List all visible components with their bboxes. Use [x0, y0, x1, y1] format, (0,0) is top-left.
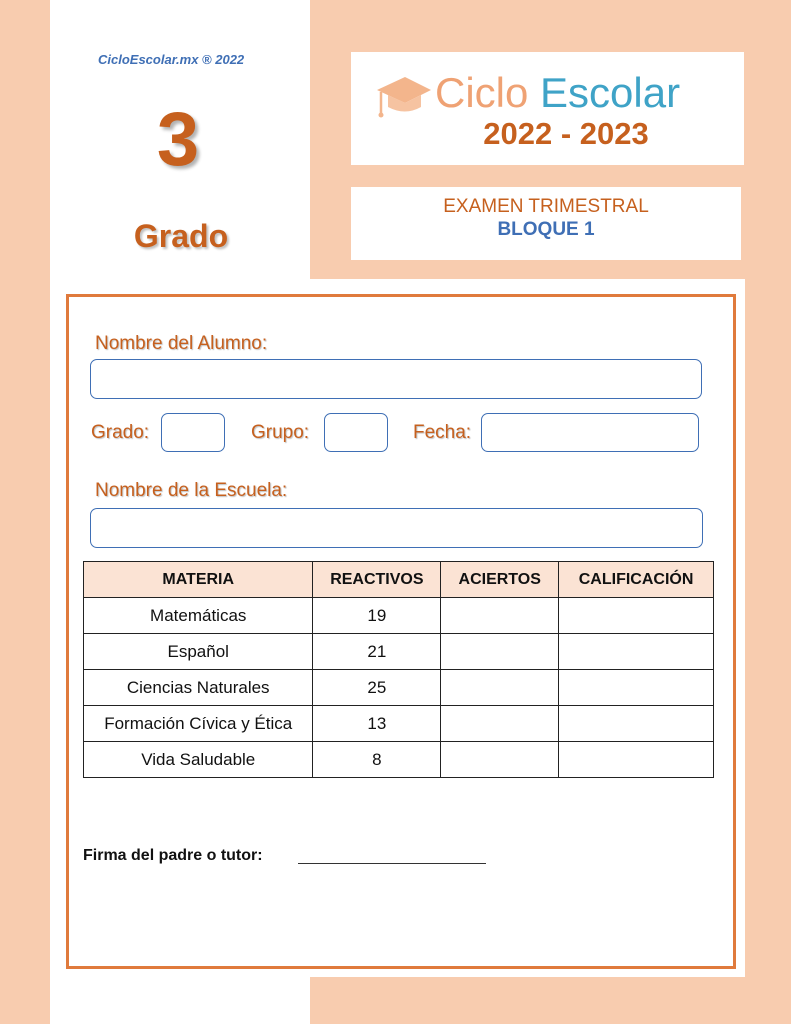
score-cell[interactable] [559, 598, 714, 634]
subject-cell: Español [84, 634, 313, 670]
student-name-field[interactable] [90, 359, 702, 399]
score-cell[interactable] [559, 706, 714, 742]
score-cell[interactable] [559, 742, 714, 778]
subject-cell: Matemáticas [84, 598, 313, 634]
logo-word-ciclo: Ciclo [435, 69, 529, 116]
student-name-label: Nombre del Alumno: [95, 333, 268, 354]
graduation-cap-icon [375, 74, 433, 120]
school-year: 2022 - 2023 [483, 116, 649, 151]
header-reactivos: REACTIVOS [313, 562, 441, 598]
items-cell: 25 [313, 670, 441, 706]
group-label: Grupo: [251, 422, 310, 443]
date-label: Fecha: [413, 422, 472, 443]
table-row [84, 742, 714, 778]
ciclo-escolar-logo [351, 52, 744, 165]
table-row [84, 634, 714, 670]
score-cell[interactable] [559, 634, 714, 670]
subject-cell: Ciencias Naturales [84, 670, 313, 706]
header-aciertos: ACIERTOS [441, 562, 559, 598]
exam-title: EXAMEN TRIMESTRAL [443, 196, 649, 217]
subject-cell: Vida Saludable [84, 742, 313, 778]
items-cell: 8 [313, 742, 441, 778]
grade-word: Grado [133, 218, 229, 254]
date-field[interactable] [481, 413, 699, 452]
table-row [84, 670, 714, 706]
table-row [84, 706, 714, 742]
logo-word-escolar: Escolar [540, 69, 681, 116]
school-name-field[interactable] [90, 508, 703, 548]
grade-number: 3 [156, 97, 200, 182]
grades-table [83, 561, 714, 778]
signature-line[interactable] [298, 863, 486, 864]
grade-label: Grado: [91, 422, 150, 443]
correct-cell[interactable] [441, 670, 559, 706]
correct-cell[interactable] [441, 706, 559, 742]
items-cell: 21 [313, 634, 441, 670]
right-peach-strip [745, 279, 791, 1024]
signature-label: Firma del padre o tutor: [83, 847, 263, 864]
correct-cell[interactable] [441, 742, 559, 778]
header-materia: MATERIA [84, 562, 313, 598]
exam-title-box [351, 187, 741, 260]
left-peach-strip [0, 0, 50, 1024]
correct-cell[interactable] [441, 598, 559, 634]
brand-caption: CicloEscolar.mx ® 2022 [98, 52, 245, 67]
exam-block: BLOQUE 1 [497, 218, 595, 240]
items-cell: 19 [313, 598, 441, 634]
score-cell[interactable] [559, 670, 714, 706]
grade-field[interactable] [161, 413, 225, 452]
table-row [84, 598, 714, 634]
group-field[interactable] [324, 413, 388, 452]
school-name-label: Nombre de la Escuela: [95, 480, 288, 501]
logo-wordmark [435, 69, 681, 116]
correct-cell[interactable] [441, 634, 559, 670]
footer-peach-block [310, 977, 791, 1024]
items-cell: 13 [313, 706, 441, 742]
subject-cell: Formación Cívica y Ética [84, 706, 313, 742]
table-header-row [84, 562, 714, 598]
header-calificacion: CALIFICACIÓN [559, 562, 714, 598]
